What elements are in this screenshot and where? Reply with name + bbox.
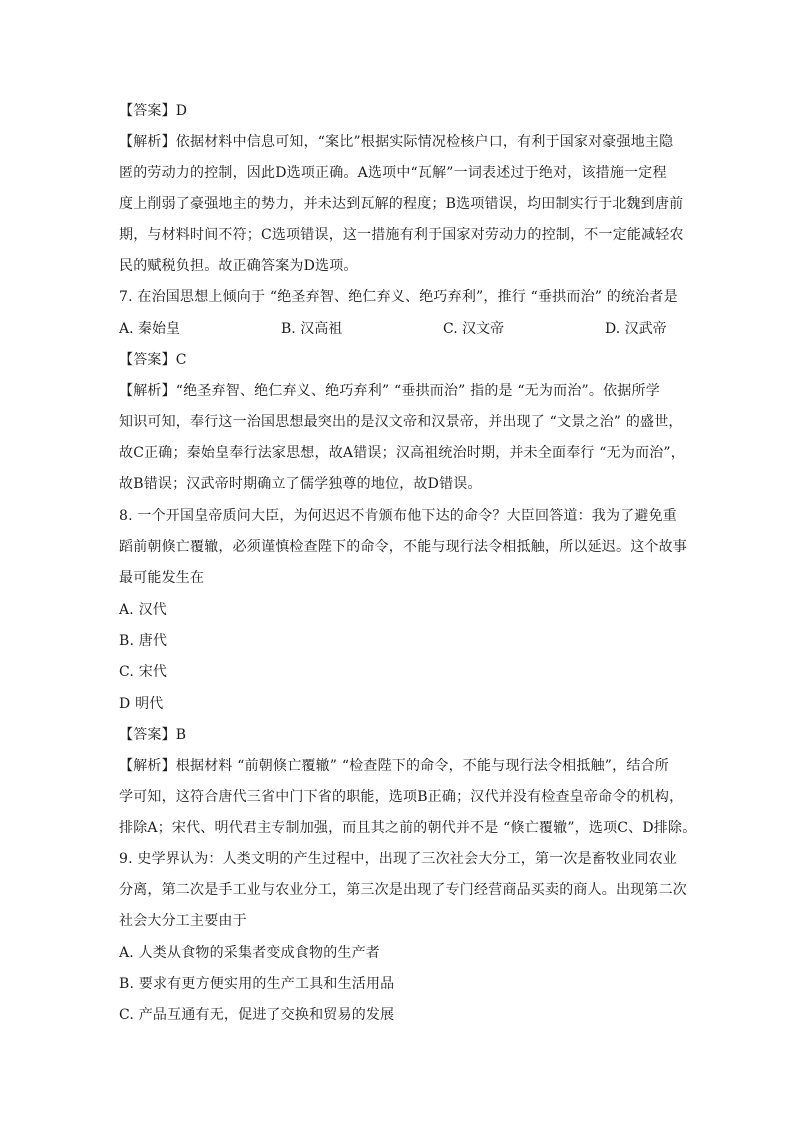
analysis-line: 排除A；宋代、明代君主专制加强，而且其之前的朝代并不是 “倏亡覆辙”，选项C、D排除。 <box>119 820 697 836</box>
analysis-line: 匿的劳动力的控制，因此D选项正确。A选项中“瓦解”一词表述过于绝对，该措施一定程 <box>119 165 667 181</box>
answer-label: 【答案】D <box>119 103 188 119</box>
question-9-stem: 分离，第二次是手工业与农业分工，第三次是出现了专门经营商品买卖的商人。出现第二次 <box>119 882 687 898</box>
analysis-line: 期，与材料时间不符；C选项错误，这一措施有利于国家对劳动力的控制，不一定能减轻农 <box>119 227 684 243</box>
analysis-line: 学可知，这符合唐代三省中门下省的职能，选项B正确；汉代并没有检查皇帝命令的机构， <box>119 789 684 805</box>
analysis-line: 【解析】依据材料中信息可知，“案比”根据实际情况检核户口，有利于国家对豪强地主隐 <box>119 134 674 150</box>
analysis-line: 故B错误；汉武帝时期确立了儒学独尊的地位，故D错误。 <box>119 476 482 492</box>
option-a: A. 秦始皇 <box>119 321 181 337</box>
analysis-line: 【解析】根据材料 “前朝倏亡覆辙” “检查陛下的命令，不能与现行法令相抵触”，结合所 <box>119 758 669 774</box>
question-9-stem: 社会大分工主要由于 <box>119 913 247 929</box>
question-7-stem: 7. 在治国思想上倾向于 “绝圣弃智、绝仁弃义、绝巧弃利”，推行 “垂拱而治” 的统治者是 <box>119 289 678 305</box>
option-a: A. 汉代 <box>119 602 168 618</box>
option-a: A. 人类从食物的采集者变成食物的生产者 <box>119 945 381 961</box>
analysis-line: 民的赋税负担。故正确答案为D选项。 <box>119 258 358 274</box>
option-c: C. 产品互通有无，促进了交换和贸易的发展 <box>119 1007 395 1023</box>
option-c: C. 汉文帝 <box>443 321 505 337</box>
analysis-line: 知识可知，奉行这一治国思想最突出的是汉文帝和汉景帝，并出现了 “文景之治” 的盛世， <box>119 414 683 430</box>
option-d: D 明代 <box>119 696 164 712</box>
option-b: B. 汉高祖 <box>281 321 343 337</box>
option-c: C. 宋代 <box>119 664 168 680</box>
analysis-line: 【解析】“绝圣弃智、绝仁弃义、绝巧弃利” “垂拱而治” 指的是 “无为而治”。依据所学 <box>119 383 660 399</box>
analysis-line: 故C正确；秦始皇奉行法家思想，故A错误；汉高祖统治时期，并未全面奉行 “无为而治”， <box>119 445 685 461</box>
option-b: B. 要求有更方便实用的生产工具和生活用品 <box>119 976 395 992</box>
analysis-line: 度上削弱了豪强地主的势力，并未达到瓦解的程度；B选项错误，均田制实行于北魏到唐前 <box>119 196 684 212</box>
option-b: B. 唐代 <box>119 633 168 649</box>
question-8-stem: 8. 一个开国皇帝质问大臣，为何迟迟不肯颁布他下达的命令？大臣回答道：我为了避免重 <box>119 508 678 524</box>
question-9-stem: 9. 史学界认为：人类文明的产生过程中，出现了三次社会大分工，第一次是畜牧业同农业 <box>119 851 678 867</box>
answer-label: 【答案】B <box>119 727 187 743</box>
question-8-stem: 蹈前朝倏亡覆辙，必须谨慎检查陛下的命令，不能与现行法令相抵触，所以延迟。这个故事 <box>119 539 687 555</box>
question-8-stem: 最可能发生在 <box>119 570 205 586</box>
option-d: D. 汉武帝 <box>605 321 667 337</box>
answer-label: 【答案】C <box>119 352 187 368</box>
